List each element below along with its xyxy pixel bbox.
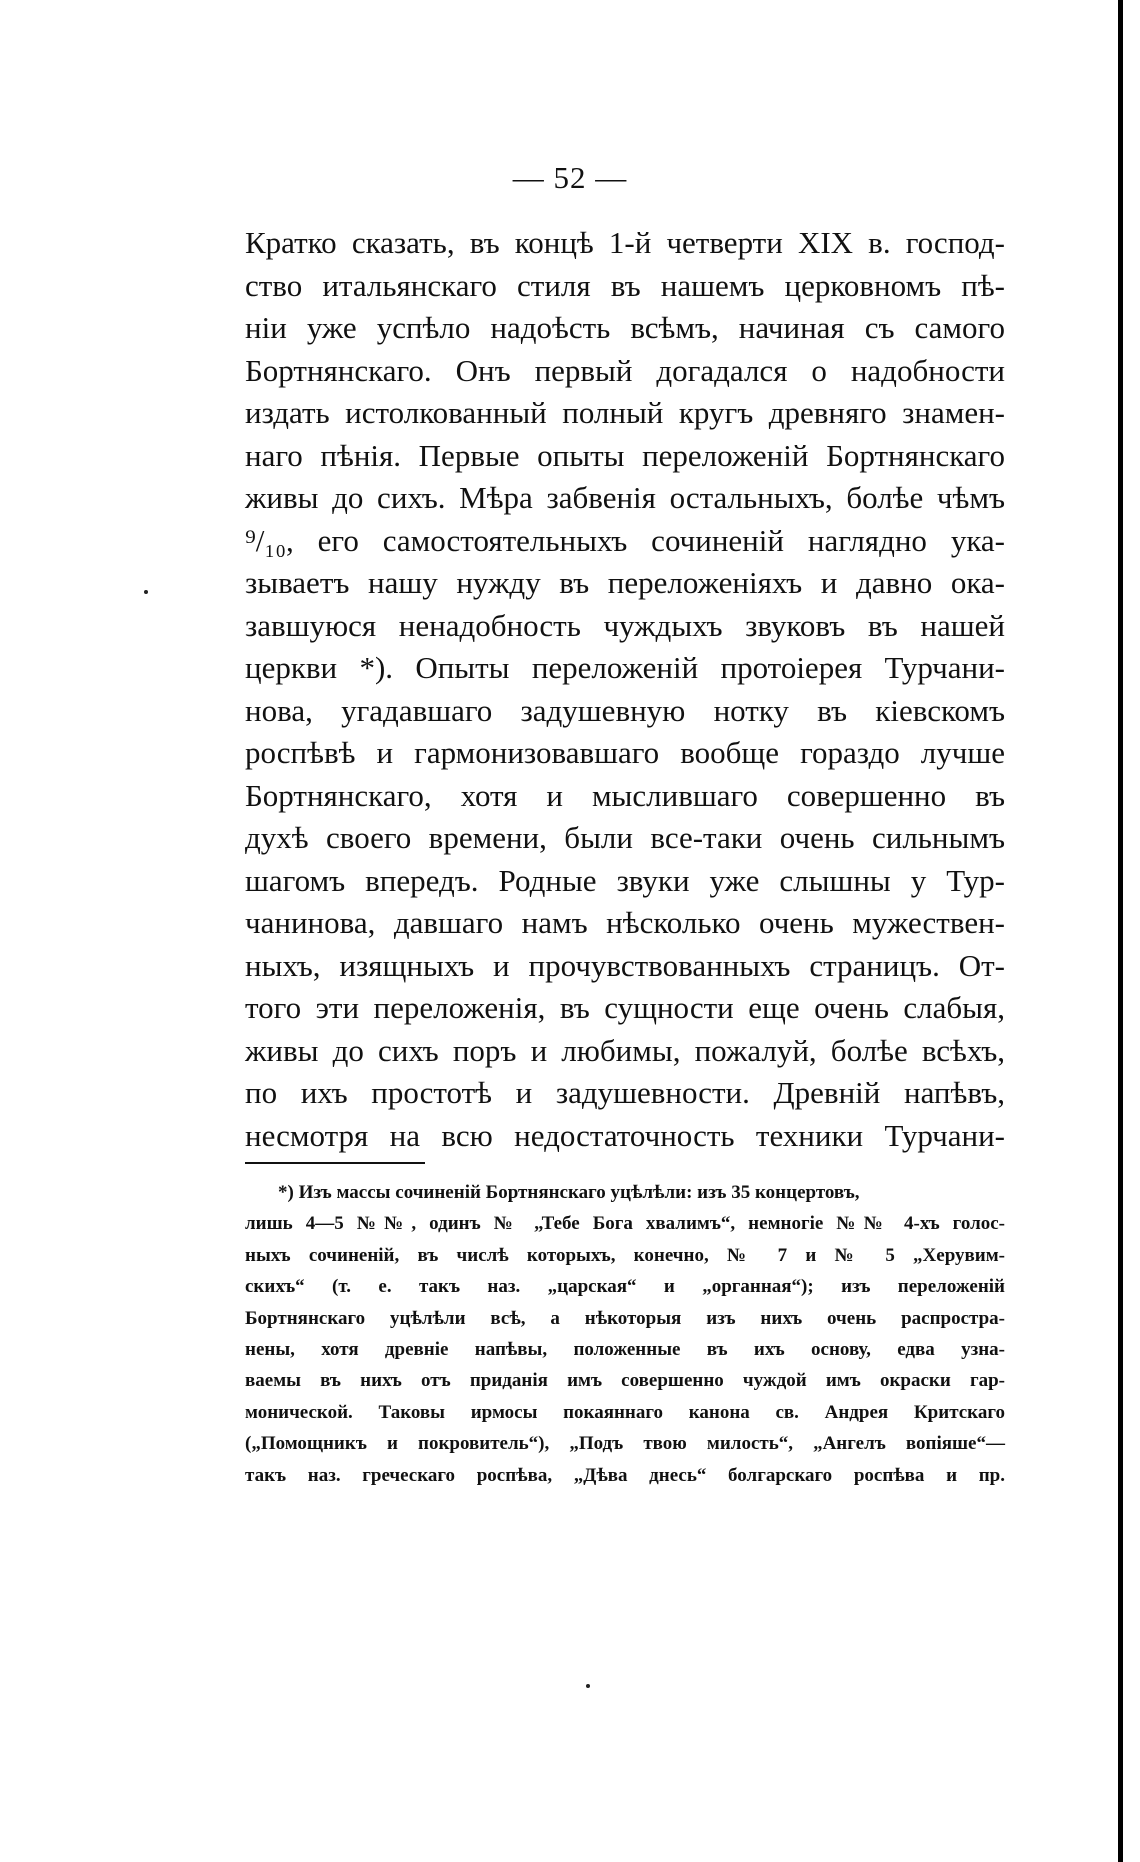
- footnote-line: лишь 4—5 №№, одинъ № „Тебе Бога хвалимъ“, немногiе №№ 4-хъ голос-: [245, 1213, 1005, 1235]
- footnote-line: ваемы въ нихъ отъ приданiя имъ совершенно чуждой имъ окраски гар-: [245, 1370, 1005, 1392]
- print-speck: [144, 590, 148, 594]
- text-line: шагомъ впередъ. Родные звуки уже слышны у Тур-: [245, 862, 1005, 898]
- footnote-line: монической. Таковы ирмосы покаяннаго канона св. Андрея Критскаго: [245, 1401, 1005, 1423]
- text-line: чанинова, давшаго намъ нѣсколько очень мужествен-: [245, 905, 1005, 940]
- footnote: [245, 1177, 1005, 1491]
- text-line: Бортнянскаго. Онъ первый догадался о надобности: [245, 352, 1005, 388]
- page-edge-line: [1118, 0, 1123, 1862]
- text-line: роспѣвѣ и гармонизовавшаго вообще гораздо лучше: [245, 735, 1005, 770]
- text-line: ство итальянскаго стиля въ нашемъ церковномъ пѣ-: [245, 267, 1005, 303]
- footnote-line: Бортнянскаго уцѣлѣли всѣ, а нѣкоторыя изъ нихъ очень распростра-: [245, 1307, 1005, 1329]
- text-line: Бортнянскаго, хотя и мыслившаго совершенно въ: [245, 777, 1005, 813]
- text-line: зываетъ нашу нужду въ переложенiяхъ и давно ока-: [245, 565, 1005, 600]
- text-line: нiи уже успѣло надоѣсть всѣмъ, начиная съ самого: [245, 310, 1005, 345]
- text-line: живы до сихъ поръ и любимы, пожалуй, болѣе всѣхъ,: [245, 1032, 1005, 1068]
- page-number: — 52 —: [512, 160, 628, 195]
- text-line: живы до сихъ. Мѣра забвенiя остальныхъ, болѣе чѣмъ: [245, 480, 1005, 515]
- footnote-line: („Помощникъ и покровитель“), „Подъ твою милость“, „Ангелъ вопiяше“—: [245, 1433, 1005, 1455]
- text-line: по ихъ простотѣ и задушевности. Древнiй напѣвъ,: [245, 1075, 1005, 1110]
- footnote-line: ныхъ сочиненiй, въ числѣ которыхъ, конечно, № 7 и № 5 „Херувим-: [245, 1244, 1005, 1266]
- text-line: духѣ своего времени, были все-таки очень сильнымъ: [245, 820, 1005, 855]
- body-text: [245, 222, 1005, 1157]
- print-speck: [586, 1684, 590, 1688]
- text-line: наго пѣнiя. Первые опыты переложенiй Бортнянскаго: [245, 437, 1005, 473]
- footnote-line: нены, хотя древнiе напѣвы, положенные въ ихъ основу, едва узна-: [245, 1338, 1005, 1360]
- footnote-line: скихъ“ (т. е. такъ наз. „царская“ и „органная“); изъ переложенiй: [245, 1276, 1005, 1298]
- text-line: того эти переложенiя, въ сущности еще очень слабыя,: [245, 990, 1005, 1025]
- text-line: издать истолкованный полный кругъ древняго знамен-: [245, 395, 1005, 430]
- text-line: завшуюся ненадобность чуждыхъ звуковъ въ нашей: [245, 607, 1005, 643]
- footnote-line: *) Изъ массы сочиненiй Бортнянскаго уцѣлѣли: изъ 35 концертовъ,: [278, 1182, 860, 1203]
- footnote-separator: [245, 1162, 425, 1164]
- text-line: ⁹/₁₀, его самостоятельныхъ сочиненiй наглядно ука-: [245, 522, 1005, 558]
- text-line: нова, угадавшаго задушевную нотку въ кiевскомъ: [245, 692, 1005, 728]
- text-line: Кратко сказать, въ концѣ 1-й четверти XIX в. господ-: [245, 225, 1005, 260]
- footnote-line: такъ наз. греческаго роспѣва, „Дѣва днесь“ болгарскаго роспѣва и пр.: [245, 1464, 1005, 1486]
- text-line: ныхъ, изящныхъ и прочувствованныхъ страницъ. От-: [245, 947, 1005, 983]
- text-line: несмотря на всю недостаточность техники Турчани-: [245, 1117, 1005, 1153]
- text-line: церкви *). Опыты переложенiй протоiерея Турчани-: [245, 650, 1005, 685]
